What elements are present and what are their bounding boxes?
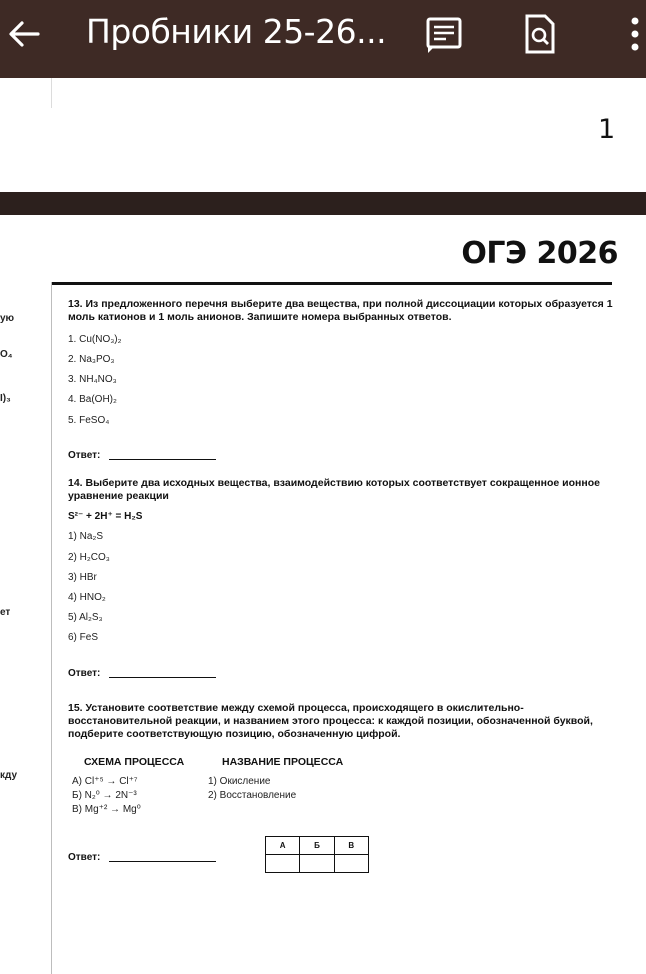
answer-table-header: А: [266, 837, 300, 855]
question-15-text: 15. Установите соответствие между схемой процесса, происходящего в окислительно-восстановительной реакции, и названием этого процесса: к каждой позиции, обозначенной буквой, подберите соответствующую позицию, обозначенную цифрой.: [68, 702, 593, 740]
q14-answer-label: Ответ:: [68, 668, 101, 679]
q15-answer-label: Ответ:: [68, 852, 101, 863]
document-title: Пробники 25-26...: [86, 12, 387, 51]
q14-equation: S²⁻ + 2H⁺ = H₂S: [68, 511, 143, 522]
q14-answer-line: [109, 677, 216, 678]
answer-table-cell: [266, 855, 300, 873]
q14-option: 5) Al₂S₃: [68, 612, 103, 623]
q14-option: 4) HNO₂: [68, 592, 106, 603]
page-margin-line: [51, 282, 52, 974]
question-13-text: 13. Из предложенного перечня выберите два вещества, при полной диссоциации которых образуется 1 моль катионов и 1 моль анионов. Запишите номера выбранных ответов.: [68, 298, 613, 323]
q13-option: 1. Cu(NO₃)₂: [68, 334, 122, 345]
left-fragment: I)₃: [0, 393, 11, 404]
q13-answer-label: Ответ:: [68, 450, 101, 461]
left-fragment: O₄: [0, 349, 13, 360]
q13-option: 2. Na₃PO₃: [68, 354, 115, 365]
process-row: 2) Восстановление: [208, 790, 297, 801]
more-vert-icon[interactable]: [624, 12, 646, 56]
q15-answer-line: [109, 861, 216, 862]
answer-table-cell: [300, 855, 334, 873]
header-rule: [52, 282, 612, 285]
page-number: 1: [598, 114, 616, 145]
scheme-row: А) Cl⁺⁵ → Cl⁺⁷: [72, 776, 138, 787]
app-bar: [0, 0, 646, 78]
question-14-text: 14. Выберите два исходных вещества, взаимодействию которых соответствует сокращенное ионное уравнение реакции: [68, 477, 600, 502]
page-separator: [0, 192, 646, 215]
answer-table-header: В: [334, 837, 368, 855]
answer-table-cell: [334, 855, 368, 873]
scheme-row: В) Mg⁺² → Mg⁰: [72, 804, 141, 815]
exam-header: ОГЭ 2026: [461, 236, 618, 271]
left-fragment: кду: [0, 770, 18, 781]
page-margin-line: [51, 78, 52, 108]
q14-option: 1) Na₂S: [68, 531, 104, 542]
q14-option: 3) HBr: [68, 572, 97, 583]
answer-table: [265, 836, 369, 873]
process-column-header: НАЗВАНИЕ ПРОЦЕССА: [222, 756, 344, 768]
q13-option: 4. Ba(OH)₂: [68, 394, 117, 405]
notes-icon[interactable]: [422, 12, 466, 56]
left-fragment: ую: [0, 313, 15, 324]
scheme-row: Б) N₂⁰ → 2N⁻³: [72, 790, 137, 801]
q13-answer-line: [109, 459, 216, 460]
q13-option: 5. FeSO₄: [68, 415, 110, 426]
arrow-left-icon[interactable]: [4, 14, 44, 54]
q13-option: 3. NH₄NO₃: [68, 374, 117, 385]
left-fragment: ет: [0, 607, 11, 618]
document-search-icon[interactable]: [518, 12, 562, 56]
answer-table-header: Б: [300, 837, 334, 855]
q14-option: 2) H₂CO₃: [68, 552, 110, 563]
scheme-column-header: СХЕМА ПРОЦЕССА: [84, 756, 185, 768]
q14-option: 6) FeS: [68, 632, 99, 643]
process-row: 1) Окисление: [208, 776, 271, 787]
